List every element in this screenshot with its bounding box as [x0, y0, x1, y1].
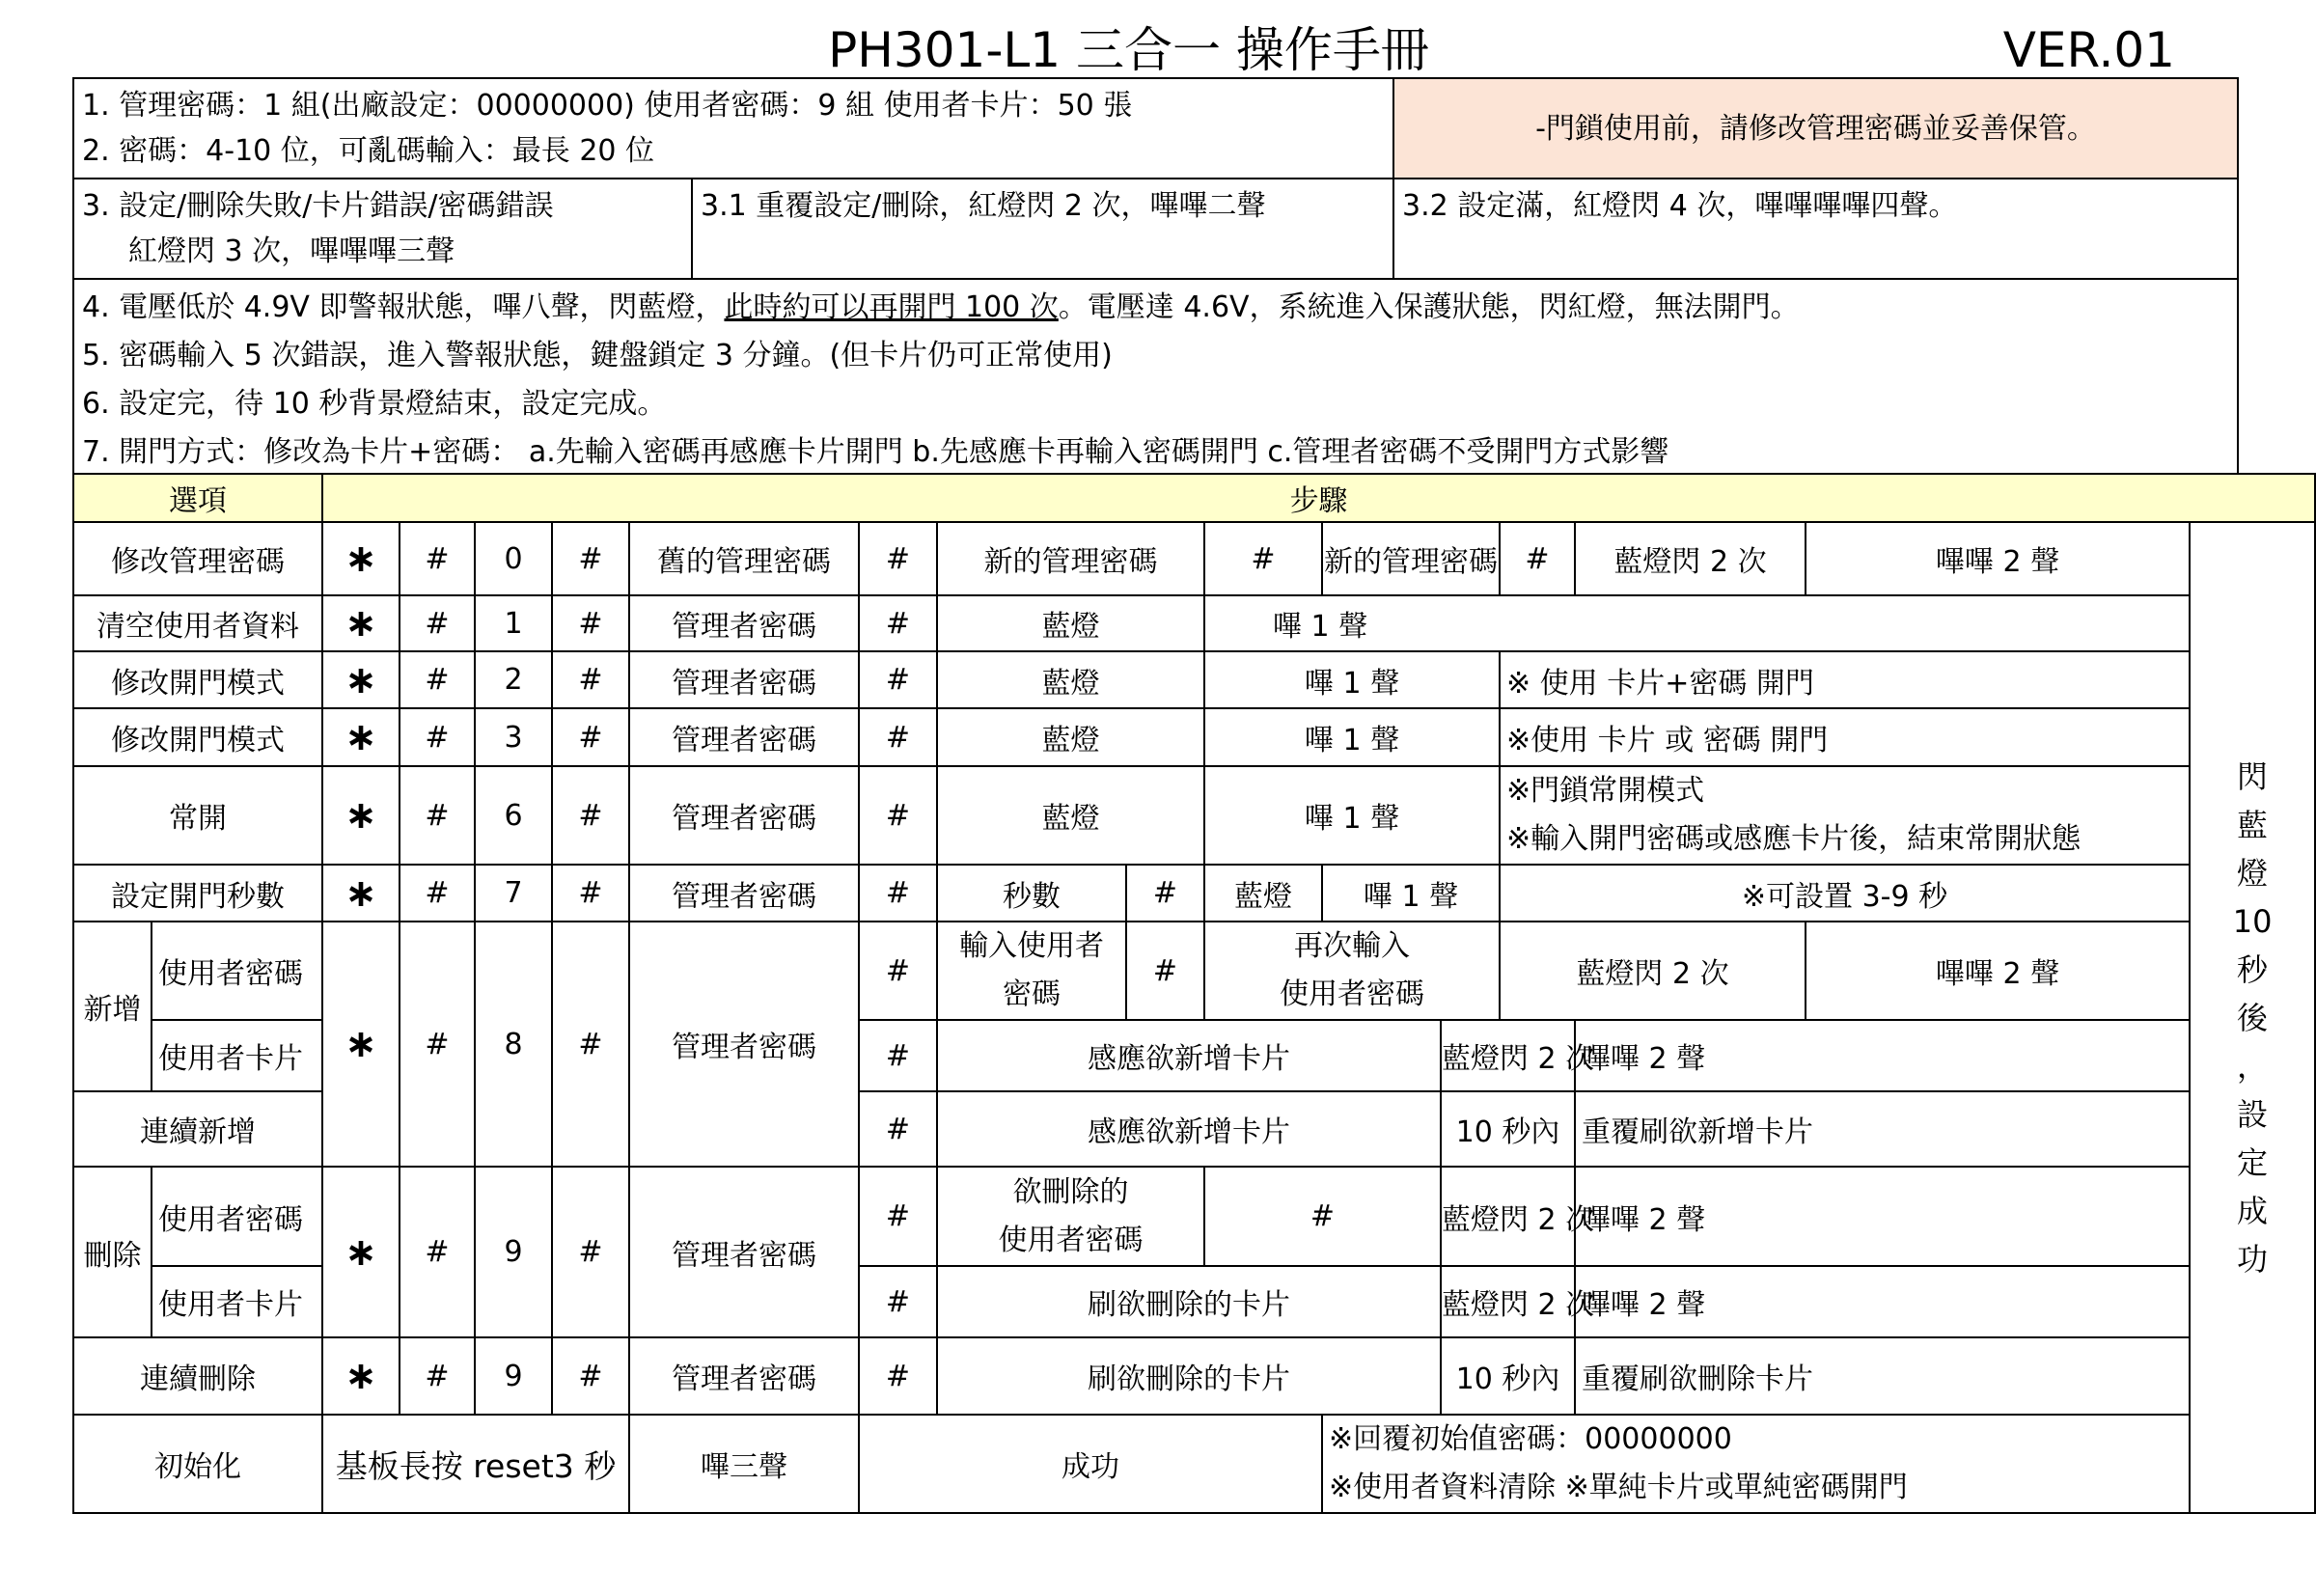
table-row: [73, 865, 2315, 922]
step-cell: 嗶嗶 2 聲: [1806, 922, 2190, 1020]
step-cell: 藍燈閃 2 次: [1441, 1020, 1575, 1091]
table-row: [73, 651, 2315, 708]
step-cell: 管理者密碼: [629, 708, 859, 766]
hash-key: #: [400, 1167, 475, 1337]
page-title: PH301-L1 三合一 操作手冊: [828, 22, 1429, 78]
header-steps: 步驟: [322, 474, 2315, 522]
star-key: ∗: [322, 595, 400, 651]
star-key: ∗: [322, 522, 400, 595]
table-row: [73, 1415, 2315, 1513]
step-cell: 嗶 1 聲: [1204, 651, 1500, 708]
step-cell: 重覆刷欲刪除卡片: [1575, 1337, 2190, 1415]
info-item-2: 2. 密碼：4-10 位，可亂碼輸入：最長 20 位: [82, 134, 655, 168]
step-cell-multiline: ※門鎖常開模式 ※輸入開門密碼或感應卡片後，結束常開狀態: [1500, 766, 2190, 865]
hash-key: #: [400, 595, 475, 651]
step-cell: 嗶嗶 2 聲: [1575, 1167, 2190, 1266]
step-cell: 新的管理密碼: [937, 522, 1204, 595]
step-cell: ※ 使用 卡片+密碼 開門: [1500, 651, 2190, 708]
code-digit: 9: [475, 1167, 552, 1337]
hash-key: #: [859, 922, 937, 1020]
hash-key: #: [400, 708, 475, 766]
hash-key: #: [400, 522, 475, 595]
step-cell: 管理者密碼: [629, 1337, 859, 1415]
hash-key: #: [400, 865, 475, 922]
table-row: [73, 708, 2315, 766]
hash-key: #: [400, 1337, 475, 1415]
hash-key: #: [400, 651, 475, 708]
step-cell: 感應欲新增卡片: [937, 1091, 1441, 1167]
option-name: 初始化: [73, 1415, 322, 1513]
info-item-4-underlined: 此時約可以再開門 100 次: [724, 290, 1059, 324]
notice-text: -門鎖使用前，請修改管理密碼並妥善保管。: [1535, 111, 2096, 146]
hash-key: #: [859, 522, 937, 595]
step-cell: 重覆刷欲新增卡片: [1575, 1091, 2190, 1167]
info-table: [72, 77, 2239, 482]
code-digit: 9: [475, 1337, 552, 1415]
step-cell: 嗶 1 聲: [1322, 865, 1500, 922]
star-key: ∗: [322, 1167, 400, 1337]
info-item-7: 7. 開門方式：修改為卡片+密碼： a.先輸入密碼再感應卡片開門 b.先感應卡再輸入密碼開門 c.管理者密碼不受開門方式影響: [82, 435, 1669, 469]
option-name: 連續新增: [73, 1091, 322, 1167]
step-cell: 藍燈閃 2 次: [1500, 922, 1806, 1020]
step-cell: 管理者密碼: [629, 1167, 859, 1337]
step-cell: 藍燈閃 2 次: [1441, 1266, 1575, 1337]
option-name: 修改開門模式: [73, 708, 322, 766]
table-row: [73, 766, 2315, 865]
step-cell: 藍燈: [937, 595, 1204, 651]
step-cell: 基板長按 reset3 秒: [322, 1415, 629, 1513]
step-cell: 管理者密碼: [629, 922, 859, 1167]
info-item-4: 4. 電壓低於 4.9V 即警報狀態，嗶八聲，閃藍燈，此時約可以再開門 100 次。電壓達 4.6V，系統進入保護狀態，閃紅燈，無法開門。: [82, 290, 1800, 324]
info-item-3-1: 3.1 重覆設定/刪除，紅燈閃 2 次，嗶嗶二聲: [701, 189, 1266, 223]
step-cell: 舊的管理密碼: [629, 522, 859, 595]
hash-key: #: [552, 766, 629, 865]
hash-key: #: [1204, 522, 1322, 595]
hash-key: #: [859, 651, 937, 708]
side-note: 閃 藍 燈 10 秒 後 ， 設 定 成 功: [2190, 522, 2315, 1513]
star-key: ∗: [322, 651, 400, 708]
code-digit: 0: [475, 522, 552, 595]
step-cell: 嗶嗶 2 聲: [1575, 1020, 2190, 1091]
table-row: [73, 595, 2315, 651]
step-cell: 10 秒內: [1441, 1337, 1575, 1415]
code-digit: 6: [475, 766, 552, 865]
step-cell-multiline: ※回覆初始值密碼：00000000 ※使用者資料清除 ※單純卡片或單純密碼開門: [1322, 1415, 2190, 1513]
step-cell: 嗶三聲: [629, 1415, 859, 1513]
code-digit: 8: [475, 922, 552, 1167]
step-cell-multiline: 再次輸入 使用者密碼: [1204, 922, 1500, 1020]
option-name: 常開: [73, 766, 322, 865]
info-cell-basic: [73, 78, 1393, 179]
star-key: ∗: [322, 708, 400, 766]
info-item-3-line1: 3. 設定/刪除失敗/卡片錯誤/密碼錯誤: [82, 189, 554, 223]
hash-key: #: [1126, 865, 1204, 922]
step-cell: 管理者密碼: [629, 766, 859, 865]
step-cell: 藍燈閃 2 次: [1575, 522, 1806, 595]
hash-key: #: [859, 766, 937, 865]
star-key: ∗: [322, 865, 400, 922]
hash-key: #: [859, 1167, 937, 1266]
hash-key: #: [552, 522, 629, 595]
notice-cell: [1393, 78, 2238, 179]
operations-table: [72, 473, 2316, 1514]
hash-key: #: [552, 1167, 629, 1337]
star-key: ∗: [322, 766, 400, 865]
step-cell: 藍燈閃 2 次: [1441, 1167, 1575, 1266]
hash-key: #: [1126, 922, 1204, 1020]
hash-key: #: [400, 922, 475, 1167]
info-cell-notes: [73, 279, 2238, 482]
step-cell-multiline: 輸入使用者 密碼: [937, 922, 1126, 1020]
option-name: 修改管理密碼: [73, 522, 322, 595]
hash-key: #: [859, 865, 937, 922]
table-row: [73, 1337, 2315, 1415]
info-cell-3-1: [692, 179, 1393, 279]
code-digit: 2: [475, 651, 552, 708]
code-digit: 3: [475, 708, 552, 766]
step-cell: ※可設置 3-9 秒: [1500, 865, 2190, 922]
group-label-add: 新增: [73, 922, 152, 1091]
step-cell: 藍燈: [937, 766, 1204, 865]
info-item-5: 5. 密碼輸入 5 次錯誤，進入警報狀態，鍵盤鎖定 3 分鐘。(但卡片仍可正常使用): [82, 339, 1113, 372]
option-sub-name: 使用者卡片: [152, 1266, 322, 1337]
hash-key: #: [859, 1020, 937, 1091]
info-item-6: 6. 設定完，待 10 秒背景燈結束，設定完成。: [82, 387, 667, 421]
option-name: 清空使用者資料: [73, 595, 322, 651]
option-sub-name: 使用者卡片: [152, 1020, 322, 1091]
step-cell: 成功: [859, 1415, 1322, 1513]
hash-key: #: [552, 922, 629, 1167]
group-label-delete: 刪除: [73, 1167, 152, 1337]
step-cell: ※使用 卡片 或 密碼 開門: [1500, 708, 2190, 766]
info-cell-3: [73, 179, 692, 279]
hash-key: #: [552, 865, 629, 922]
option-name: 連續刪除: [73, 1337, 322, 1415]
hash-key: #: [859, 1091, 937, 1167]
header-option: 選項: [73, 474, 322, 522]
step-cell: 感應欲新增卡片: [937, 1020, 1441, 1091]
hash-key: #: [400, 766, 475, 865]
step-cell: 嗶 1 聲: [1204, 708, 1500, 766]
step-cell-multiline: 欲刪除的 使用者密碼: [937, 1167, 1204, 1266]
step-cell: 管理者密碼: [629, 865, 859, 922]
option-name: 修改開門模式: [73, 651, 322, 708]
star-key: ∗: [322, 922, 400, 1167]
star-key: ∗: [322, 1337, 400, 1415]
table-row: [73, 1167, 2315, 1266]
hash-key: #: [1204, 1167, 1441, 1266]
hash-key: #: [859, 708, 937, 766]
table-row: [73, 922, 2315, 1020]
step-cell: 嗶 1 聲: [1204, 766, 1500, 865]
step-cell: 嗶嗶 2 聲: [1575, 1266, 2190, 1337]
option-name: 設定開門秒數: [73, 865, 322, 922]
hash-key: #: [1500, 522, 1575, 595]
step-cell: 刷欲刪除的卡片: [937, 1266, 1441, 1337]
step-cell: 刷欲刪除的卡片: [937, 1337, 1441, 1415]
hash-key: #: [552, 595, 629, 651]
info-cell-3-2: [1393, 179, 2238, 279]
hash-key: #: [552, 1337, 629, 1415]
info-item-3-line2: 紅燈閃 3 次，嗶嗶嗶三聲: [128, 234, 455, 268]
step-cell: 藍燈: [1204, 865, 1322, 922]
step-cell: 藍燈: [937, 708, 1204, 766]
step-cell: 新的管理密碼: [1322, 522, 1500, 595]
step-cell: 藍燈: [937, 651, 1204, 708]
info-item-1: 1. 管理密碼：1 組(出廠設定：00000000) 使用者密碼：9 組 使用者卡片：50 張: [82, 89, 1133, 123]
table-row: [73, 522, 2315, 595]
hash-key: #: [552, 708, 629, 766]
option-sub-name: 使用者密碼: [152, 1167, 322, 1266]
step-cell: 嗶嗶 2 聲: [1806, 522, 2190, 595]
step-cell: 秒數: [937, 865, 1126, 922]
hash-key: #: [859, 595, 937, 651]
option-sub-name: 使用者密碼: [152, 922, 322, 1020]
hash-key: #: [859, 1266, 937, 1337]
version-label: VER.01: [2002, 22, 2175, 78]
step-cell: 管理者密碼: [629, 595, 859, 651]
step-cell: 10 秒內: [1441, 1091, 1575, 1167]
hash-key: #: [552, 651, 629, 708]
code-digit: 7: [475, 865, 552, 922]
code-digit: 1: [475, 595, 552, 651]
step-cell: 嗶 1 聲: [1204, 595, 2190, 651]
info-item-3-2: 3.2 設定滿，紅燈閃 4 次，嗶嗶嗶嗶四聲。: [1402, 189, 1958, 223]
hash-key: #: [859, 1337, 937, 1415]
step-cell: 管理者密碼: [629, 651, 859, 708]
